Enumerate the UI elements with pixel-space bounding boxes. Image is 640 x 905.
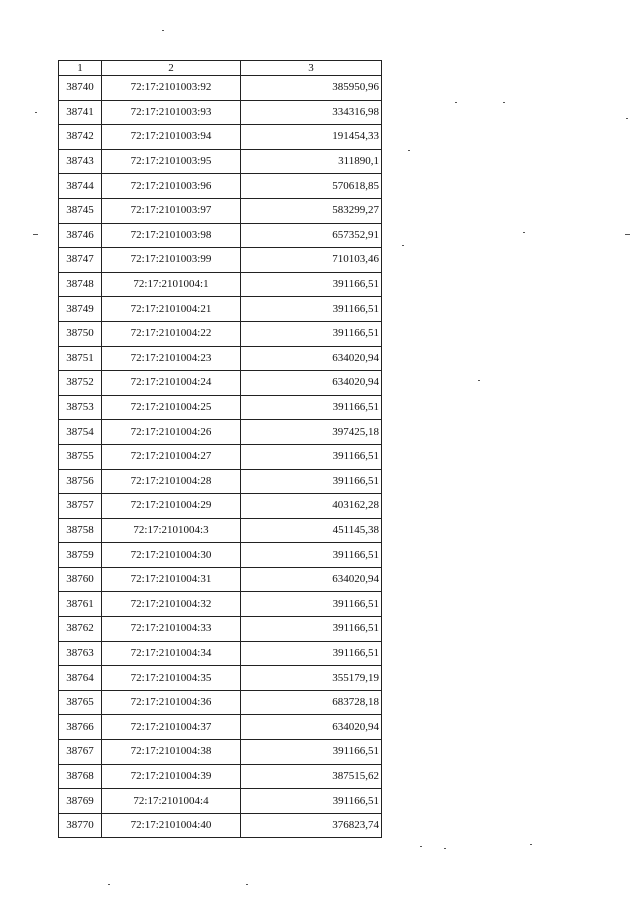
row-number-cell: 38742 bbox=[59, 125, 102, 150]
cadastral-value-cell: 376823,74 bbox=[241, 813, 382, 838]
cadastral-value-cell: 387515,62 bbox=[241, 764, 382, 789]
table-row bbox=[59, 518, 382, 543]
table-body bbox=[59, 76, 382, 838]
table-row bbox=[59, 469, 382, 494]
table-row bbox=[59, 371, 382, 396]
cadastral-number-cell: 72:17:2101004:38 bbox=[102, 740, 241, 765]
row-number-cell: 38767 bbox=[59, 740, 102, 765]
scan-speck bbox=[626, 118, 628, 119]
row-number-cell: 38768 bbox=[59, 764, 102, 789]
cadastral-value-cell: 683728,18 bbox=[241, 690, 382, 715]
table-row bbox=[59, 543, 382, 568]
scan-speck bbox=[162, 30, 164, 31]
table-row bbox=[59, 715, 382, 740]
cadastral-number-cell: 72:17:2101003:95 bbox=[102, 149, 241, 174]
column-header-1: 1 bbox=[59, 61, 102, 76]
row-number-cell: 38766 bbox=[59, 715, 102, 740]
scan-speck bbox=[530, 844, 532, 845]
cadastral-number-cell: 72:17:2101004:27 bbox=[102, 444, 241, 469]
table-row bbox=[59, 174, 382, 199]
table-row bbox=[59, 297, 382, 322]
cadastral-value-cell: 391166,51 bbox=[241, 272, 382, 297]
cadastral-value-cell: 403162,28 bbox=[241, 494, 382, 519]
table-row bbox=[59, 272, 382, 297]
row-number-cell: 38747 bbox=[59, 248, 102, 273]
cadastral-value-cell: 391166,51 bbox=[241, 789, 382, 814]
row-number-cell: 38754 bbox=[59, 420, 102, 445]
cadastral-number-cell: 72:17:2101003:99 bbox=[102, 248, 241, 273]
table-row bbox=[59, 321, 382, 346]
table-row bbox=[59, 740, 382, 765]
cadastral-value-cell: 634020,94 bbox=[241, 715, 382, 740]
cadastral-value-cell: 397425,18 bbox=[241, 420, 382, 445]
cadastral-number-cell: 72:17:2101004:4 bbox=[102, 789, 241, 814]
row-number-cell: 38751 bbox=[59, 346, 102, 371]
row-number-cell: 38760 bbox=[59, 567, 102, 592]
column-header-2: 2 bbox=[102, 61, 241, 76]
scan-speck bbox=[444, 848, 446, 849]
row-number-cell: 38741 bbox=[59, 100, 102, 125]
row-number-cell: 38740 bbox=[59, 76, 102, 101]
cadastral-number-cell: 72:17:2101003:97 bbox=[102, 198, 241, 223]
table-row bbox=[59, 395, 382, 420]
table-row bbox=[59, 690, 382, 715]
cadastral-value-cell: 391166,51 bbox=[241, 297, 382, 322]
cadastral-value-cell: 391166,51 bbox=[241, 543, 382, 568]
row-number-cell: 38764 bbox=[59, 666, 102, 691]
table-row bbox=[59, 76, 382, 101]
cadastral-value-cell: 451145,38 bbox=[241, 518, 382, 543]
cadastral-value-cell: 657352,91 bbox=[241, 223, 382, 248]
table-row bbox=[59, 764, 382, 789]
cadastral-value-cell: 391166,51 bbox=[241, 641, 382, 666]
cadastral-value-cell: 385950,96 bbox=[241, 76, 382, 101]
row-number-cell: 38746 bbox=[59, 223, 102, 248]
table-row bbox=[59, 813, 382, 838]
table-row bbox=[59, 100, 382, 125]
cadastral-value-cell: 391166,51 bbox=[241, 617, 382, 642]
scan-speck bbox=[108, 884, 110, 885]
scan-speck bbox=[625, 234, 630, 235]
cadastral-number-cell: 72:17:2101004:32 bbox=[102, 592, 241, 617]
table-row bbox=[59, 149, 382, 174]
scan-speck bbox=[503, 102, 505, 103]
row-number-cell: 38753 bbox=[59, 395, 102, 420]
cadastral-number-cell: 72:17:2101004:28 bbox=[102, 469, 241, 494]
row-number-cell: 38756 bbox=[59, 469, 102, 494]
row-number-cell: 38759 bbox=[59, 543, 102, 568]
row-number-cell: 38770 bbox=[59, 813, 102, 838]
table-row bbox=[59, 444, 382, 469]
row-number-cell: 38748 bbox=[59, 272, 102, 297]
cadastral-number-cell: 72:17:2101004:1 bbox=[102, 272, 241, 297]
table-row bbox=[59, 248, 382, 273]
cadastral-value-cell: 570618,85 bbox=[241, 174, 382, 199]
cadastral-value-cell: 391166,51 bbox=[241, 444, 382, 469]
table-row bbox=[59, 420, 382, 445]
cadastral-value-table bbox=[58, 60, 382, 838]
table-row bbox=[59, 592, 382, 617]
cadastral-value-cell: 355179,19 bbox=[241, 666, 382, 691]
table-row bbox=[59, 494, 382, 519]
cadastral-number-cell: 72:17:2101004:34 bbox=[102, 641, 241, 666]
cadastral-value-cell: 391166,51 bbox=[241, 395, 382, 420]
row-number-cell: 38743 bbox=[59, 149, 102, 174]
cadastral-number-cell: 72:17:2101004:31 bbox=[102, 567, 241, 592]
table-row bbox=[59, 198, 382, 223]
cadastral-value-cell: 710103,46 bbox=[241, 248, 382, 273]
row-number-cell: 38765 bbox=[59, 690, 102, 715]
cadastral-number-cell: 72:17:2101004:40 bbox=[102, 813, 241, 838]
scan-speck bbox=[420, 846, 422, 847]
table-header-row bbox=[59, 61, 382, 76]
cadastral-number-cell: 72:17:2101003:93 bbox=[102, 100, 241, 125]
scan-speck bbox=[246, 884, 248, 885]
cadastral-value-cell: 583299,27 bbox=[241, 198, 382, 223]
row-number-cell: 38755 bbox=[59, 444, 102, 469]
row-number-cell: 38745 bbox=[59, 198, 102, 223]
row-number-cell: 38758 bbox=[59, 518, 102, 543]
row-number-cell: 38750 bbox=[59, 321, 102, 346]
cadastral-number-cell: 72:17:2101004:35 bbox=[102, 666, 241, 691]
table-row bbox=[59, 617, 382, 642]
cadastral-number-cell: 72:17:2101004:29 bbox=[102, 494, 241, 519]
cadastral-number-cell: 72:17:2101004:22 bbox=[102, 321, 241, 346]
scan-speck bbox=[523, 232, 525, 233]
cadastral-number-cell: 72:17:2101004:33 bbox=[102, 617, 241, 642]
table-row bbox=[59, 789, 382, 814]
row-number-cell: 38763 bbox=[59, 641, 102, 666]
cadastral-value-cell: 334316,98 bbox=[241, 100, 382, 125]
cadastral-number-cell: 72:17:2101004:30 bbox=[102, 543, 241, 568]
row-number-cell: 38744 bbox=[59, 174, 102, 199]
cadastral-number-cell: 72:17:2101004:24 bbox=[102, 371, 241, 396]
cadastral-value-cell: 391166,51 bbox=[241, 321, 382, 346]
table-row bbox=[59, 223, 382, 248]
table-row bbox=[59, 641, 382, 666]
cadastral-value-cell: 634020,94 bbox=[241, 567, 382, 592]
row-number-cell: 38757 bbox=[59, 494, 102, 519]
scan-speck bbox=[478, 380, 480, 381]
row-number-cell: 38752 bbox=[59, 371, 102, 396]
cadastral-number-cell: 72:17:2101003:98 bbox=[102, 223, 241, 248]
cadastral-number-cell: 72:17:2101003:94 bbox=[102, 125, 241, 150]
column-header-3: 3 bbox=[241, 61, 382, 76]
cadastral-value-cell: 634020,94 bbox=[241, 371, 382, 396]
cadastral-number-cell: 72:17:2101003:92 bbox=[102, 76, 241, 101]
cadastral-number-cell: 72:17:2101004:39 bbox=[102, 764, 241, 789]
cadastral-number-cell: 72:17:2101004:25 bbox=[102, 395, 241, 420]
cadastral-value-cell: 191454,33 bbox=[241, 125, 382, 150]
cadastral-value-cell: 311890,1 bbox=[241, 149, 382, 174]
scan-speck bbox=[455, 102, 457, 103]
cadastral-number-cell: 72:17:2101003:96 bbox=[102, 174, 241, 199]
row-number-cell: 38769 bbox=[59, 789, 102, 814]
cadastral-number-cell: 72:17:2101004:23 bbox=[102, 346, 241, 371]
cadastral-value-cell: 634020,94 bbox=[241, 346, 382, 371]
row-number-cell: 38761 bbox=[59, 592, 102, 617]
cadastral-number-cell: 72:17:2101004:36 bbox=[102, 690, 241, 715]
cadastral-value-cell: 391166,51 bbox=[241, 740, 382, 765]
row-number-cell: 38749 bbox=[59, 297, 102, 322]
cadastral-number-cell: 72:17:2101004:3 bbox=[102, 518, 241, 543]
scan-speck bbox=[33, 234, 38, 235]
row-number-cell: 38762 bbox=[59, 617, 102, 642]
cadastral-number-cell: 72:17:2101004:21 bbox=[102, 297, 241, 322]
cadastral-value-cell: 391166,51 bbox=[241, 469, 382, 494]
cadastral-number-cell: 72:17:2101004:26 bbox=[102, 420, 241, 445]
table-row bbox=[59, 125, 382, 150]
scan-speck bbox=[402, 245, 404, 246]
scan-speck bbox=[35, 112, 37, 113]
table-row bbox=[59, 567, 382, 592]
cadastral-value-cell: 391166,51 bbox=[241, 592, 382, 617]
table-row bbox=[59, 666, 382, 691]
table-row bbox=[59, 346, 382, 371]
scan-speck bbox=[408, 150, 410, 151]
cadastral-number-cell: 72:17:2101004:37 bbox=[102, 715, 241, 740]
